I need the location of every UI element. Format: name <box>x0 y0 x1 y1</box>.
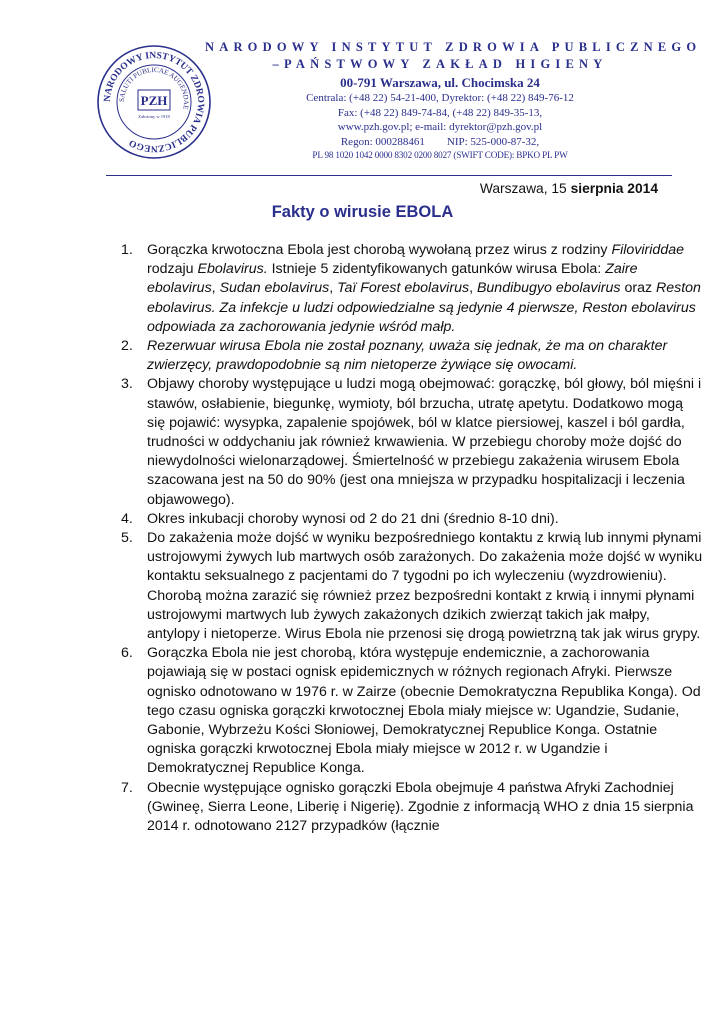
list-item <box>121 241 705 337</box>
item-text-italic: Taï Forest ebolavirus <box>337 280 470 297</box>
item-text: Istnieje 5 zidentyfikowanych gatunków wirusa Ebola: <box>267 261 606 278</box>
item-text: Do zakażenia może dojść w wyniku bezpośredniego kontaktu z krwią lub innymi płynami ustrojowymi żywych lub martwych osób zarażonych. Do zakażenia może dojść w wyniku kontaktu seksualnego z pacjentami do 7 tygodni po ich wyleczeniu (wyzdrowieniu). Chorobą można zarazić się również przez bezpośredni kontakt z krwią i innymi płynami ustrojowymi martwych lub żywych zakażonych dzikich zwierząt takich jak małpy, antylopy i nietoperze. Wirus Ebola nie przenosi się drogą powietrzną tak jak wirus grypy. <box>147 530 703 643</box>
item-text-italic: Sudan ebolavirus <box>219 280 330 297</box>
date-month-year: sierpnia 2014 <box>570 181 658 196</box>
letterhead <box>205 40 702 162</box>
phone-line: Centrala: (+48 22) 54-21-400, Dyrektor: (+48 22) 849-76-12 <box>306 92 574 104</box>
institute-address: 00-791 Warszawa, ul. Chocimska 24 <box>340 75 540 90</box>
item-number: 6. <box>121 645 133 662</box>
bank-account-line: PL 98 1020 1042 0000 8302 0200 8027 (SWIFT CODE): BPKO PL PW <box>312 150 568 160</box>
list-item <box>121 529 705 644</box>
item-text: oraz <box>620 280 656 297</box>
item-text: Gorączka krwotoczna Ebola jest chorobą wywołaną przez wirus z rodziny <box>147 242 612 258</box>
header-divider <box>106 175 672 176</box>
item-text-italic: Zaire ebolavirus <box>147 261 638 297</box>
item-text: Gorączka Ebola nie jest chorobą, która występuje endemicznie, a zachorowania pojawiają się w postaci ognisk epidemicznych w różnych regionach Afryki. Pierwsze ognisko odnotowano w 1976 r. w Zairze (obecnie Demokratyczna Republika Konga). Od tego czasu ogniska gorączki krwotocznej Ebola miały miejsce w: Ugandzie, Sudanie, Gabonie, Wybrzeżu Kości Słoniowej, Demokratycznej Republice Konga. Ostatnie ogniska gorączki krwotocznej Ebola miały miejsce w 2012 r. w Ugandzie i Demokratycznej Republice Konga. <box>147 645 701 777</box>
item-number: 3. <box>121 376 133 393</box>
item-number: 7. <box>121 779 133 796</box>
institute-subname: –PAŃSTWOWY ZAKŁAD HIGIENY <box>272 57 608 71</box>
item-text: Rezerwuar wirusa Ebola nie został poznany, uważa się jednak, że ma on charakter zwierzęcy, prawdopodobnie są nim nietoperze żywiące się owocami. <box>147 338 668 374</box>
item-text-italic: Filoviriddae <box>611 242 684 258</box>
item-text: Obecnie występujące ognisko gorączki Ebola obejmuje 4 państwa Afryki Zachodniej (Gwineę, Sierra Leone, Liberię i Nigerię). Zgodnie z informacją WHO z dnia 15 sierpnia 2014 r. odnotowano 2127 przypadków (łącznie <box>147 779 694 835</box>
list-item <box>121 644 705 778</box>
item-text: , <box>211 280 220 297</box>
date-prefix: Warszawa, 15 <box>479 181 571 196</box>
seal-inner-text: SALUTI PUBLICAE AUGENDAE <box>117 65 191 111</box>
facts-list <box>105 241 705 836</box>
document-title: Fakty o wirusie EBOLA <box>271 203 454 221</box>
institute-seal <box>96 44 212 160</box>
item-text: Objawy choroby występujące u ludzi mogą obejmować: gorączkę, ból głowy, ból mięśni i stawów, osłabienie, biegunkę, wymioty, ból brzucha, utratę apetytu. Dodatkowo mogą się pojawić: wysypka, zapalenie spojówek, ból w klatce piersiowej, kaszel i ból gardła, trudności w oddychaniu jak również krwawienia. W przebiegu choroby może dojść do niewydolności wielonarządowej. Śmiertelność w przebiegu zakażenia wirusem Ebola szacowana jest na 50 do 90% (jest ona mniejsza w przypadku hospitalizacji i leczenia objawowego). <box>147 376 702 508</box>
item-text: , <box>329 280 338 297</box>
web-email-line: www.pzh.gov.pl; e-mail: dyrektor@pzh.gov.pl <box>337 121 543 133</box>
item-text-italic: Ebolavirus. <box>197 261 268 278</box>
list-item <box>121 375 705 509</box>
institute-name: NARODOWY INSTYTUT ZDROWIA PUBLICZNEGO <box>205 40 702 54</box>
fax-line: Fax: (+48 22) 849-74-84, (+48 22) 849-35-13, <box>337 106 543 119</box>
item-text: rodzaju <box>147 261 198 278</box>
list-item <box>121 337 705 375</box>
list-item <box>121 510 705 529</box>
item-number: 5. <box>121 530 133 547</box>
item-text: Okres inkubacji choroby wynosi od 2 do 21 dni (średnio 8-10 dni). <box>147 510 559 527</box>
item-number: 1. <box>121 242 133 258</box>
document-date <box>480 181 658 196</box>
seal-ring-text: NARODOWY INSTYTUT ZDROWIA PUBLICZNEGO <box>102 50 206 154</box>
item-text-italic: Reston ebolavirus. Za infekcje u ludzi odpowiedzialne są jedynie 4 pierwsze, Reston ebolavirus odpowiada za zachorowania jedynie wśród małp. <box>147 280 701 335</box>
list-item <box>121 779 705 837</box>
regon-nip-line: Regon: 000288461 NIP: 525-000-87-32, <box>340 135 540 148</box>
seal-logo: PZH <box>140 93 168 108</box>
item-text-italic: Bundibugyo ebolavirus <box>476 280 621 297</box>
item-number: 4. <box>121 510 133 527</box>
item-text: , <box>469 280 477 297</box>
seal-founded: Założony w 1918 <box>138 114 170 119</box>
item-number: 2. <box>121 338 133 355</box>
